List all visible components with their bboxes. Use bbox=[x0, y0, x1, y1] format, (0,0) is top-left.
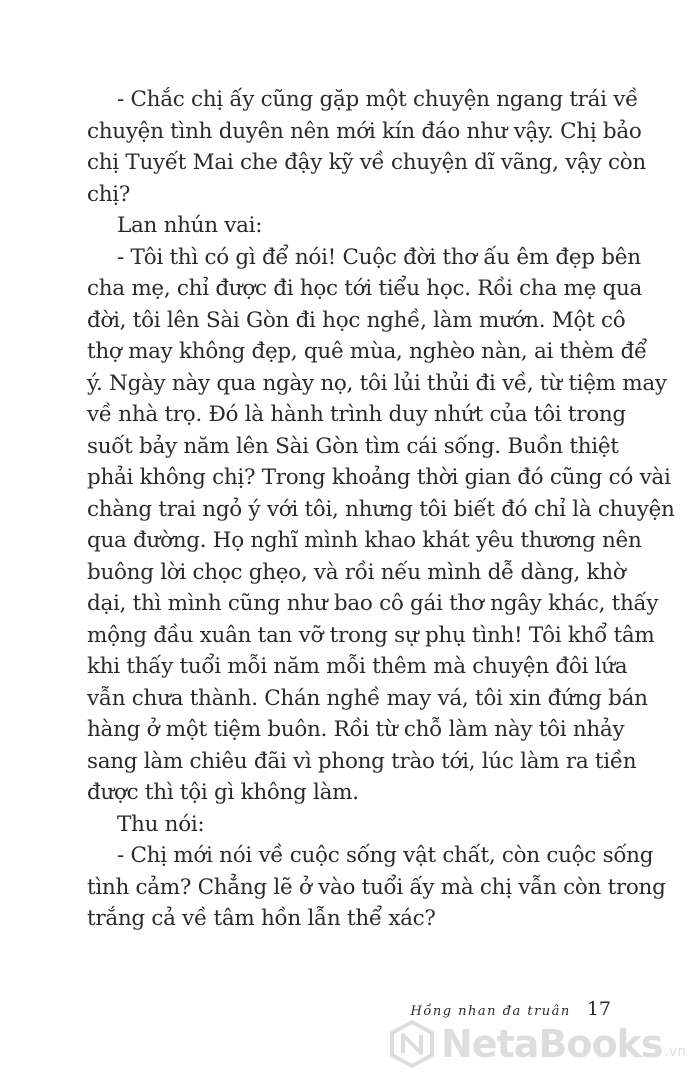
text-line: - Chắc chị ấy cũng gặp một chuyện ngang trái về bbox=[117, 87, 639, 112]
text-line: khi thấy tuổi mỗi năm mỗi thêm mà chuyện đôi lứa bbox=[87, 654, 628, 679]
running-title: Hồng nhan đa truân bbox=[410, 1004, 571, 1019]
text-line: trắng cả về tâm hồn lẫn thể xác? bbox=[87, 906, 436, 931]
text-line: tình cảm? Chẳng lẽ ở vào tuổi ấy mà chị vẫn còn trong bbox=[87, 874, 666, 900]
text-line: chuyện tình duyên nên mới kín đáo như vậy. Chị bảo bbox=[87, 118, 642, 144]
text-line: Thu nói: bbox=[117, 811, 205, 837]
text-line: về nhà trọ. Đó là hành trình duy nhứt của tôi trong bbox=[87, 402, 626, 427]
page-number: 17 bbox=[586, 998, 611, 1020]
text-line: dại, thì mình cũng như bao cô gái thơ ngây khác, thấy bbox=[87, 591, 659, 616]
netabooks-logo-icon bbox=[387, 1019, 437, 1069]
text-line: chàng trai ngỏ ý với tôi, nhưng tôi biết đó chỉ là chuyện bbox=[87, 496, 675, 522]
text-line: được thì tội gì không làm. bbox=[87, 780, 359, 805]
watermark-brand: NetaBooks bbox=[441, 1022, 663, 1066]
body-text bbox=[87, 84, 675, 935]
text-line: chị? bbox=[87, 181, 131, 207]
text-line: sang làm chiêu đãi vì phong trào tới, lúc làm ra tiền bbox=[87, 748, 637, 774]
text-line: buông lời chọc ghẹo, và rồi nếu mình dễ dàng, khờ bbox=[87, 559, 626, 585]
text-line: chị Tuyết Mai che đậy kỹ về chuyện dĩ vãng, vậy còn bbox=[87, 150, 646, 175]
text-line: - Chị mới nói về cuộc sống vật chất, còn cuộc sống bbox=[117, 843, 654, 868]
text-line: hàng ở một tiệm buôn. Rồi từ chỗ làm này tôi nhảy bbox=[87, 717, 625, 742]
text-line: qua đường. Họ nghĩ mình khao khát yêu thương nên bbox=[87, 528, 642, 553]
watermark-suffix: .vn bbox=[664, 1044, 687, 1060]
text-line: ý. Ngày này qua ngày nọ, tôi lủi thủi đi về, từ tiệm may bbox=[87, 370, 667, 396]
page-footer bbox=[411, 998, 611, 1020]
text-line: cha mẹ, chỉ được đi học tới tiểu học. Rồi cha mẹ qua bbox=[87, 276, 643, 301]
text-line: phải không chị? Trong khoảng thời gian đó cũng có vài bbox=[87, 465, 671, 490]
text-line: Lan nhún vai: bbox=[117, 213, 263, 238]
text-line: thợ may không đẹp, quê mùa, nghèo nàn, ai thèm để bbox=[87, 339, 647, 364]
watermark bbox=[387, 1018, 700, 1070]
text-line: suốt bảy năm lên Sài Gòn tìm cái sống. Buồn thiệt bbox=[87, 433, 619, 459]
text-line: - Tôi thì có gì để nói! Cuộc đời thơ ấu êm đẹp bên bbox=[117, 244, 641, 270]
text-line: vẫn chưa thành. Chán nghề may vá, tôi xin đứng bán bbox=[87, 685, 648, 711]
text-line: mộng đầu xuân tan vỡ trong sự phụ tình! Tôi khổ tâm bbox=[87, 622, 655, 648]
text-line: đời, tôi lên Sài Gòn đi học nghề, làm mướn. Một cô bbox=[87, 307, 626, 333]
